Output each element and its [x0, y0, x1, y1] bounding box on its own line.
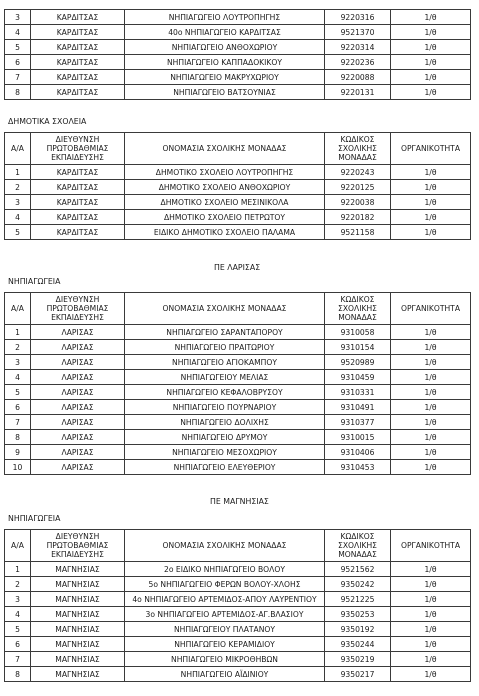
organic-cell: 1/θ — [391, 25, 471, 40]
schools-table — [4, 132, 471, 240]
table-body — [5, 325, 471, 475]
directorate-cell: ΚΑΡΔΙΤΣΑΣ — [31, 210, 125, 225]
row-number: 4 — [5, 607, 31, 622]
schools-table — [4, 529, 471, 682]
directorate-cell: ΛΑΡΙΣΑΣ — [31, 385, 125, 400]
school-code-cell: 9350192 — [325, 622, 391, 637]
table-row — [5, 10, 471, 25]
organic-header: ΟΡΓΑΝΙΚΟΤΗΤΑ — [391, 530, 471, 562]
row-number: 1 — [5, 165, 31, 180]
organic-cell: 1/θ — [391, 70, 471, 85]
row-number: 8 — [5, 85, 31, 100]
directorate-cell: ΚΑΡΔΙΤΣΑΣ — [31, 165, 125, 180]
table-body — [5, 562, 471, 682]
school-name-cell: ΝΗΠΙΑΓΩΓΕΙΟ ΒΑΤΣΟΥΝΙΑΣ — [125, 85, 325, 100]
table-row — [5, 180, 471, 195]
organic-cell: 1/θ — [391, 607, 471, 622]
directorate-cell: ΚΑΡΔΙΤΣΑΣ — [31, 10, 125, 25]
table-row — [5, 325, 471, 340]
school-code-cell: 9310154 — [325, 340, 391, 355]
aa-header: Α/Α — [5, 293, 31, 325]
row-number: 5 — [5, 622, 31, 637]
school-name-cell: ΝΗΠΙΑΓΩΓΕΙΟ ΜΙΚΡΟΘΗΒΩΝ — [125, 652, 325, 667]
table-row — [5, 652, 471, 667]
school-name-cell: ΝΗΠΙΑΓΩΓΕΙΟ ΛΟΥΤΡΟΠΗΓΗΣ — [125, 10, 325, 25]
organic-cell: 1/θ — [391, 370, 471, 385]
school-code-cell: 9350244 — [325, 637, 391, 652]
row-number: 7 — [5, 70, 31, 85]
school-code-cell: 9310058 — [325, 325, 391, 340]
organic-cell: 1/θ — [391, 445, 471, 460]
row-number: 2 — [5, 340, 31, 355]
row-number: 5 — [5, 225, 31, 240]
row-number: 3 — [5, 355, 31, 370]
school-code-cell: 9521225 — [325, 592, 391, 607]
header-row — [5, 293, 471, 325]
aa-header: Α/Α — [5, 133, 31, 165]
region-title: ΠΕ ΜΑΓΝΗΣΙΑΣ — [210, 497, 269, 506]
schools-table — [4, 9, 471, 100]
row-number: 2 — [5, 577, 31, 592]
row-number: 6 — [5, 637, 31, 652]
table-row — [5, 55, 471, 70]
organic-cell: 1/θ — [391, 385, 471, 400]
table-row — [5, 85, 471, 100]
organic-cell: 1/θ — [391, 667, 471, 682]
school-name-cell: ΝΗΠΙΑΓΩΓΕΙΟΥ ΠΛΑΤΑΝΟΥ — [125, 622, 325, 637]
school-code-cell: 9220243 — [325, 165, 391, 180]
school-name-cell: ΝΗΠΙΑΓΩΓΕΙΟ ΕΛΕΥΘΕΡΙΟΥ — [125, 460, 325, 475]
school-code-cell: 9310015 — [325, 430, 391, 445]
organic-cell: 1/θ — [391, 415, 471, 430]
table-row — [5, 445, 471, 460]
organic-cell: 1/θ — [391, 340, 471, 355]
table-row — [5, 210, 471, 225]
directorate-cell: ΚΑΡΔΙΤΣΑΣ — [31, 85, 125, 100]
school-name-cell: ΝΗΠΙΑΓΩΓΕΙΟ ΑΓΙΟΚΑΜΠΟΥ — [125, 355, 325, 370]
school-code-cell: 9220038 — [325, 195, 391, 210]
code-header: ΚΩΔΙΚΟΣ ΣΧΟΛΙΚΗΣ ΜΟΝΑΔΑΣ — [325, 133, 391, 165]
code-header: ΚΩΔΙΚΟΣ ΣΧΟΛΙΚΗΣ ΜΟΝΑΔΑΣ — [325, 530, 391, 562]
school-code-cell: 9521562 — [325, 562, 391, 577]
organic-cell: 1/θ — [391, 40, 471, 55]
row-number: 2 — [5, 180, 31, 195]
school-name-cell: ΝΗΠΙΑΓΩΓΕΙΟ ΔΟΛΙΧΗΣ — [125, 415, 325, 430]
table-header — [5, 133, 471, 165]
school-name-cell: ΝΗΠΙΑΓΩΓΕΙΟ ΑΪΔΙΝΙΟΥ — [125, 667, 325, 682]
school-name-cell: ΝΗΠΙΑΓΩΓΕΙΟ ΚΑΠΠΑΔΟΚΙΚΟΥ — [125, 55, 325, 70]
school-name-header: ΟΝΟΜΑΣΙΑ ΣΧΟΛΙΚΗΣ ΜΟΝΑΔΑΣ — [125, 530, 325, 562]
directorate-cell: ΛΑΡΙΣΑΣ — [31, 415, 125, 430]
table-row — [5, 637, 471, 652]
table-row — [5, 577, 471, 592]
organic-cell: 1/θ — [391, 592, 471, 607]
organic-cell: 1/θ — [391, 195, 471, 210]
section-title: ΔΗΜΟΤΙΚΑ ΣΧΟΛΕΙΑ — [8, 117, 87, 126]
table-row — [5, 622, 471, 637]
directorate-cell: ΛΑΡΙΣΑΣ — [31, 430, 125, 445]
organic-cell: 1/θ — [391, 637, 471, 652]
school-code-cell: 9521158 — [325, 225, 391, 240]
organic-cell: 1/θ — [391, 85, 471, 100]
row-number: 1 — [5, 325, 31, 340]
aa-header: Α/Α — [5, 530, 31, 562]
school-name-cell: ΔΗΜΟΤΙΚΟ ΣΧΟΛΕΙΟ ΑΝΘΟΧΩΡΙΟΥ — [125, 180, 325, 195]
school-name-cell: ΝΗΠΙΑΓΩΓΕΙΟΥ ΜΕΛΙΑΣ — [125, 370, 325, 385]
directorate-cell: ΚΑΡΔΙΤΣΑΣ — [31, 25, 125, 40]
organic-cell: 1/θ — [391, 577, 471, 592]
school-code-cell: 9310377 — [325, 415, 391, 430]
directorate-header: ΔΙΕΥΘΥΝΣΗ ΠΡΩΤΟΒΑΘΜΙΑΣ ΕΚΠΑΙΔΕΥΣΗΣ — [31, 530, 125, 562]
table-row — [5, 165, 471, 180]
table-row — [5, 562, 471, 577]
school-code-cell: 9220236 — [325, 55, 391, 70]
table-row — [5, 195, 471, 210]
directorate-cell: ΜΑΓΝΗΣΙΑΣ — [31, 637, 125, 652]
section-title: ΝΗΠΙΑΓΩΓΕΙΑ — [8, 277, 61, 286]
school-name-cell: ΝΗΠΙΑΓΩΓΕΙΟ ΚΕΦΑΛΟΒΡΥΣΟΥ — [125, 385, 325, 400]
row-number: 8 — [5, 430, 31, 445]
row-number: 4 — [5, 210, 31, 225]
row-number: 6 — [5, 400, 31, 415]
row-number: 4 — [5, 25, 31, 40]
school-name-cell: 2ο ΕΙΔΙΚΟ ΝΗΠΙΑΓΩΓΕΙΟ ΒΟΛΟΥ — [125, 562, 325, 577]
school-code-cell: 9310406 — [325, 445, 391, 460]
school-code-cell: 9350219 — [325, 652, 391, 667]
directorate-cell: ΚΑΡΔΙΤΣΑΣ — [31, 70, 125, 85]
row-number: 3 — [5, 10, 31, 25]
school-name-header: ΟΝΟΜΑΣΙΑ ΣΧΟΛΙΚΗΣ ΜΟΝΑΔΑΣ — [125, 293, 325, 325]
directorate-cell: ΛΑΡΙΣΑΣ — [31, 445, 125, 460]
table-row — [5, 355, 471, 370]
row-number: 5 — [5, 40, 31, 55]
school-name-cell: 4ο ΝΗΠΙΑΓΩΓΕΙΟ ΑΡΤΕΜΙΔΟΣ-ΑΠΟΥ ΛΑΥΡΕΝΤΙΟΥ — [125, 592, 325, 607]
school-name-cell: ΝΗΠΙΑΓΩΓΕΙΟ ΚΕΡΑΜΙΔΙΟΥ — [125, 637, 325, 652]
directorate-cell: ΛΑΡΙΣΑΣ — [31, 340, 125, 355]
directorate-cell: ΜΑΓΝΗΣΙΑΣ — [31, 652, 125, 667]
section-title: ΝΗΠΙΑΓΩΓΕΙΑ — [8, 514, 61, 523]
school-code-cell: 9220088 — [325, 70, 391, 85]
organic-cell: 1/θ — [391, 355, 471, 370]
school-name-cell: 40ο ΝΗΠΙΑΓΩΓΕΙΟ ΚΑΡΔΙΤΣΑΣ — [125, 25, 325, 40]
school-name-header: ΟΝΟΜΑΣΙΑ ΣΧΟΛΙΚΗΣ ΜΟΝΑΔΑΣ — [125, 133, 325, 165]
table-row — [5, 385, 471, 400]
table-row — [5, 400, 471, 415]
organic-cell: 1/θ — [391, 225, 471, 240]
organic-cell: 1/θ — [391, 10, 471, 25]
directorate-cell: ΜΑΓΝΗΣΙΑΣ — [31, 667, 125, 682]
directorate-cell: ΚΑΡΔΙΤΣΑΣ — [31, 55, 125, 70]
directorate-header: ΔΙΕΥΘΥΝΣΗ ΠΡΩΤΟΒΑΘΜΙΑΣ ΕΚΠΑΙΔΕΥΣΗΣ — [31, 133, 125, 165]
table-row — [5, 592, 471, 607]
row-number: 4 — [5, 370, 31, 385]
organic-cell: 1/θ — [391, 55, 471, 70]
row-number: 3 — [5, 592, 31, 607]
table-row — [5, 225, 471, 240]
school-code-cell: 9220131 — [325, 85, 391, 100]
school-code-cell: 9310331 — [325, 385, 391, 400]
directorate-cell: ΜΑΓΝΗΣΙΑΣ — [31, 607, 125, 622]
school-name-cell: ΔΗΜΟΤΙΚΟ ΣΧΟΛΕΙΟ ΠΕΤΡΩΤΟΥ — [125, 210, 325, 225]
school-name-cell: ΝΗΠΙΑΓΩΓΕΙΟ ΜΕΣΟΧΩΡΙΟΥ — [125, 445, 325, 460]
school-code-cell: 9310453 — [325, 460, 391, 475]
schools-table — [4, 292, 471, 475]
header-row — [5, 133, 471, 165]
directorate-cell: ΜΑΓΝΗΣΙΑΣ — [31, 577, 125, 592]
school-name-cell: ΝΗΠΙΑΓΩΓΕΙΟ ΔΡΥΜΟΥ — [125, 430, 325, 445]
school-name-cell: 5ο ΝΗΠΙΑΓΩΓΕΙΟ ΦΕΡΩΝ ΒΟΛΟΥ-ΧΛΟΗΣ — [125, 577, 325, 592]
table-body — [5, 165, 471, 240]
row-number: 8 — [5, 667, 31, 682]
directorate-cell: ΚΑΡΔΙΤΣΑΣ — [31, 40, 125, 55]
organic-header: ΟΡΓΑΝΙΚΟΤΗΤΑ — [391, 293, 471, 325]
school-name-cell: ΝΗΠΙΑΓΩΓΕΙΟ ΣΑΡΑΝΤΑΠΟΡΟΥ — [125, 325, 325, 340]
row-number: 7 — [5, 415, 31, 430]
table-row — [5, 415, 471, 430]
directorate-cell: ΚΑΡΔΙΤΣΑΣ — [31, 195, 125, 210]
school-name-cell: ΝΗΠΙΑΓΩΓΕΙΟ ΠΟΥΡΝΑΡΙΟΥ — [125, 400, 325, 415]
directorate-cell: ΛΑΡΙΣΑΣ — [31, 355, 125, 370]
school-code-cell: 9220314 — [325, 40, 391, 55]
school-code-cell: 9220316 — [325, 10, 391, 25]
row-number: 10 — [5, 460, 31, 475]
table-row — [5, 340, 471, 355]
table-header — [5, 293, 471, 325]
row-number: 9 — [5, 445, 31, 460]
organic-cell: 1/θ — [391, 460, 471, 475]
directorate-cell: ΚΑΡΔΙΤΣΑΣ — [31, 180, 125, 195]
directorate-cell: ΜΑΓΝΗΣΙΑΣ — [31, 562, 125, 577]
row-number: 7 — [5, 652, 31, 667]
school-name-cell: ΕΙΔΙΚΟ ΔΗΜΟΤΙΚΟ ΣΧΟΛΕΙΟ ΠΑΛΑΜΑ — [125, 225, 325, 240]
directorate-cell: ΚΑΡΔΙΤΣΑΣ — [31, 225, 125, 240]
table-row — [5, 430, 471, 445]
directorate-cell: ΛΑΡΙΣΑΣ — [31, 325, 125, 340]
school-name-cell: ΝΗΠΙΑΓΩΓΕΙΟ ΠΡΑΙΤΩΡΙΟΥ — [125, 340, 325, 355]
organic-header: ΟΡΓΑΝΙΚΟΤΗΤΑ — [391, 133, 471, 165]
organic-cell: 1/θ — [391, 622, 471, 637]
school-code-cell: 9220182 — [325, 210, 391, 225]
table-row — [5, 70, 471, 85]
row-number: 6 — [5, 55, 31, 70]
school-code-cell: 9310491 — [325, 400, 391, 415]
row-number: 3 — [5, 195, 31, 210]
organic-cell: 1/θ — [391, 210, 471, 225]
school-name-cell: 3ο ΝΗΠΙΑΓΩΓΕΙΟ ΑΡΤΕΜΙΔΟΣ-ΑΓ.ΒΛΑΣΙΟΥ — [125, 607, 325, 622]
organic-cell: 1/θ — [391, 180, 471, 195]
table-row — [5, 370, 471, 385]
table-row — [5, 25, 471, 40]
directorate-cell: ΜΑΓΝΗΣΙΑΣ — [31, 622, 125, 637]
organic-cell: 1/θ — [391, 325, 471, 340]
school-code-cell: 9350242 — [325, 577, 391, 592]
directorate-cell: ΜΑΓΝΗΣΙΑΣ — [31, 592, 125, 607]
table-body — [5, 10, 471, 100]
organic-cell: 1/θ — [391, 430, 471, 445]
row-number: 5 — [5, 385, 31, 400]
organic-cell: 1/θ — [391, 562, 471, 577]
directorate-cell: ΛΑΡΙΣΑΣ — [31, 400, 125, 415]
school-code-cell: 9310459 — [325, 370, 391, 385]
school-name-cell: ΝΗΠΙΑΓΩΓΕΙΟ ΑΝΘΟΧΩΡΙΟΥ — [125, 40, 325, 55]
school-name-cell: ΔΗΜΟΤΙΚΟ ΣΧΟΛΕΙΟ ΜΕΣΙΝΙΚΟΛΑ — [125, 195, 325, 210]
region-title: ΠΕ ΛΑΡΙΣΑΣ — [214, 263, 261, 272]
organic-cell: 1/θ — [391, 165, 471, 180]
directorate-cell: ΛΑΡΙΣΑΣ — [31, 370, 125, 385]
table-row — [5, 40, 471, 55]
table-header — [5, 530, 471, 562]
directorate-header: ΔΙΕΥΘΥΝΣΗ ΠΡΩΤΟΒΑΘΜΙΑΣ ΕΚΠΑΙΔΕΥΣΗΣ — [31, 293, 125, 325]
organic-cell: 1/θ — [391, 652, 471, 667]
directorate-cell: ΛΑΡΙΣΑΣ — [31, 460, 125, 475]
school-code-cell: 9220125 — [325, 180, 391, 195]
school-name-cell: ΔΗΜΟΤΙΚΟ ΣΧΟΛΕΙΟ ΛΟΥΤΡΟΠΗΓΗΣ — [125, 165, 325, 180]
table-row — [5, 667, 471, 682]
school-code-cell: 9520989 — [325, 355, 391, 370]
code-header: ΚΩΔΙΚΟΣ ΣΧΟΛΙΚΗΣ ΜΟΝΑΔΑΣ — [325, 293, 391, 325]
school-name-cell: ΝΗΠΙΑΓΩΓΕΙΟ ΜΑΚΡΥΧΩΡΙΟΥ — [125, 70, 325, 85]
table-row — [5, 460, 471, 475]
table-row — [5, 607, 471, 622]
header-row — [5, 530, 471, 562]
school-code-cell: 9350217 — [325, 667, 391, 682]
school-code-cell: 9350253 — [325, 607, 391, 622]
organic-cell: 1/θ — [391, 400, 471, 415]
row-number: 1 — [5, 562, 31, 577]
school-code-cell: 9521370 — [325, 25, 391, 40]
